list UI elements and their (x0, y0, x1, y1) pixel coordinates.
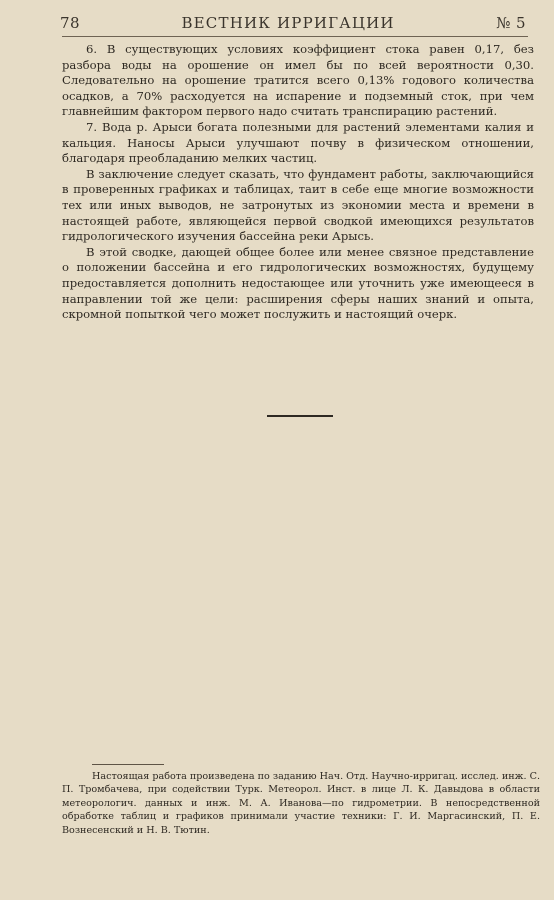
article-body (62, 42, 534, 323)
paragraph-closing: В этой сводке, дающей общее более или менее связное представление о положении бассейна и его гидрологических возможностях, будущему предоставляется дополнить недостающее или уточнить уже имеющееся в направлении той же цели: расширения сферы наших знаний и опыта, скромной попыткой чего может послужить и настоящий очерк. (62, 244, 534, 322)
footnote-text: Настоящая работа произведена по заданию Нач. Отд. Научно-ирригац. исслед. инж. С. П. Тромбачева, при содействии Турк. Метеорол. Инст. в лице Л. К. Давыдова в области метеорологич. данных и инж. М. А. Иванова—по гидрометрии. В непосредственной обработке таблиц и графиков принимали участие техники: Г. И. Маргасинский, П. Е. Вознесенский и Н. В. Тютин. (62, 771, 540, 836)
issue-number: № 5 (496, 14, 526, 32)
paragraph-conclusion-7: 7. Вода р. Арыси богата полезными для растений элементами калия и кальция. Наносы Арыси улучшают почву в физическом отношении, благодаря преобладанию мелких частиц. (62, 119, 534, 166)
paragraph-conclusion-6: 6. В существующих условиях коэффициент стока равен 0,17, без разбора воды на орошение он имел бы по всей вероятности 0,30. Следовательно на орошение тратится всего 0,13% годового количества осадков, а 70% расходуется на испарение и подземный сток, при чем главнейшим фактором первого надо считать транспирацию растений. (62, 42, 534, 119)
header-rule (62, 36, 528, 37)
page-header (60, 14, 526, 32)
journal-title: ВЕСТНИК ИРРИГАЦИИ (181, 14, 395, 32)
footnote (62, 770, 540, 837)
section-separator (267, 415, 333, 417)
footnote-rule (92, 764, 164, 765)
page-number: 78 (60, 14, 80, 32)
paragraph-summary: В заключение следует сказать, что фундамент работы, заключающийся в проверенных графиках и таблицах, таит в себе еще многие возможности тех или иных выводов, не затронутых из экономии места и времени в настоящей работе, являющейся первой сводкой имеющихся результатов гидрологического изучения бассейна реки Арысь. (62, 166, 534, 244)
